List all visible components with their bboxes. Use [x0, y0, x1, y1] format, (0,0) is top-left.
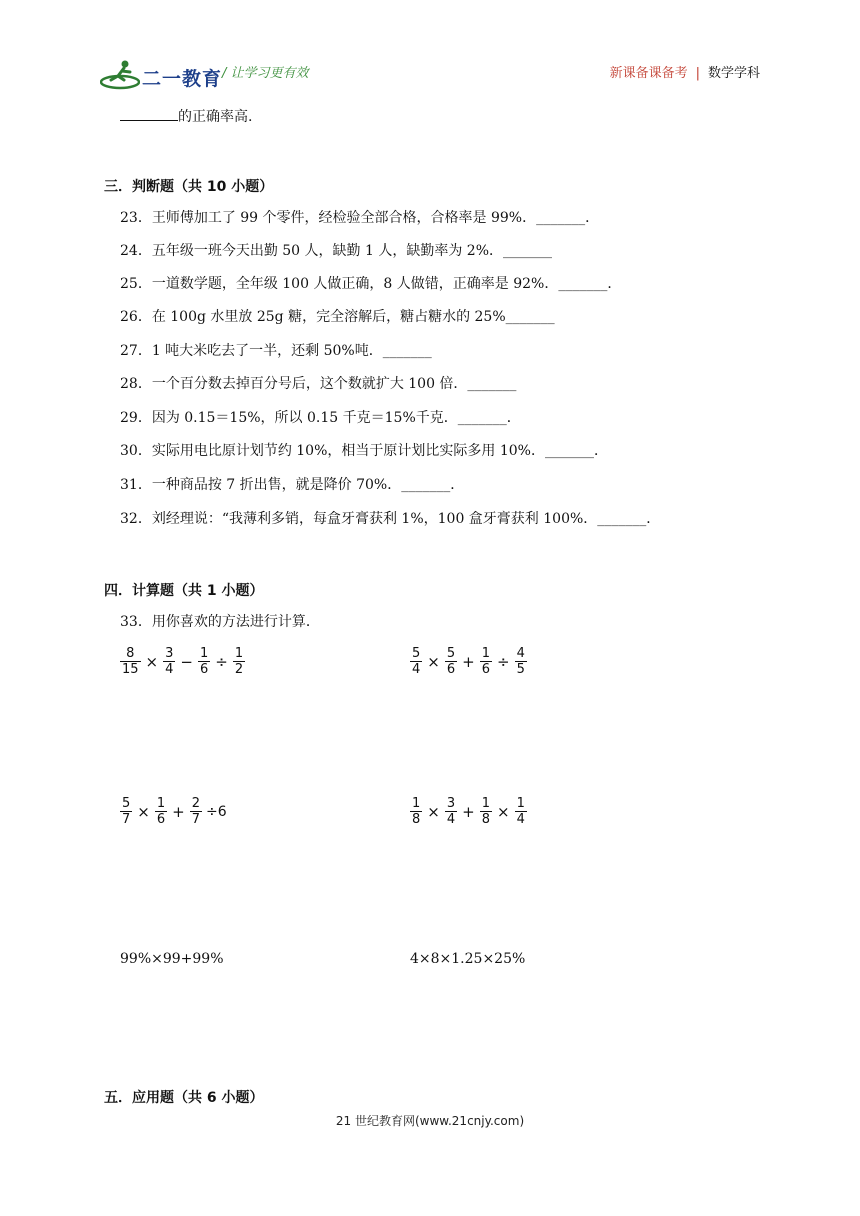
section-4-title: 四．计算题（共 1 小题） — [104, 583, 264, 599]
fraction: $\frac{4}{5}$ — [516, 646, 525, 677]
fraction: $\frac{3}{4}$ — [165, 646, 174, 677]
expression-2: $\frac{5}{4}$ × $\frac{5}{6}$ + $\frac{1}{6}$ ÷ $\frac{4}{5}$ — [412, 646, 525, 677]
fraction: $\frac{5}{6}$ — [446, 646, 456, 677]
top-fragment-line — [120, 108, 252, 126]
fraction: $\frac{2}{7}$ — [191, 796, 200, 827]
question-32: 32．刘经理说：“我薄利多销，每盒牙膏获利 1%，100 盒牙膏获利 100%．_______． — [120, 511, 661, 527]
question-31: 31．一种商品按 7 折出售，就是降价 70%．_______． — [120, 477, 465, 493]
fraction: $\frac{1}{6}$ — [481, 646, 490, 677]
question-23: 23．王师傅加工了 99 个零件，经检验全部合格，合格率是 99%．_______． — [120, 210, 600, 226]
question-33: 33．用你喜欢的方法进行计算． — [120, 614, 320, 630]
expression-6: 4×8×1.25×25% — [410, 951, 526, 967]
fraction: $\frac{1}{8}$ — [481, 796, 490, 827]
header-separator: | — [695, 66, 700, 81]
fraction: $\frac{1}{4}$ — [516, 796, 525, 827]
answer-blank — [120, 108, 178, 121]
section-5-title: 五．应用题（共 6 小题） — [104, 1090, 264, 1106]
fraction: $\frac{5}{7}$ — [122, 796, 131, 827]
expression-4: $\frac{1}{8}$ × $\frac{3}{4}$ + $\frac{1}{8}$ × $\frac{1}{4}$ — [412, 796, 525, 827]
runner-logo-icon — [100, 58, 140, 92]
expression-3: $\frac{5}{7}$ × $\frac{1}{6}$ + $\frac{2}{7}$ ÷6 — [122, 796, 227, 827]
header-right-b: 数学学科 — [707, 66, 760, 81]
question-29: 29．因为 0.15＝15%，所以 0.15 千克＝15%千克．_______． — [120, 410, 521, 426]
fraction: $\frac{1}{2}$ — [234, 646, 244, 677]
header-subject — [610, 62, 760, 81]
fraction: $\frac{3}{4}$ — [446, 796, 456, 827]
fraction: $\frac{5}{4}$ — [412, 646, 421, 677]
question-27: 27．1 吨大米吃去了一半，还剩 50%吨．_______ — [120, 343, 432, 359]
logo-text: 二一教育 — [142, 68, 223, 90]
question-24: 24．五年级一班今天出勤 50 人，缺勤 1 人，缺勤率为 2%．_______ — [120, 243, 552, 259]
section-3-title: 三．判断题（共 10 小题） — [104, 179, 274, 195]
fraction: $\frac{1}{6}$ — [156, 796, 166, 827]
top-fragment: 的正确率高. — [178, 109, 253, 125]
question-25: 25．一道数学题，全年级 100 人做正确，8 人做错，正确率是 92%．_______． — [120, 276, 622, 292]
expression-1: $\frac{8}{15}$ × $\frac{3}{4}$ − $\frac{1}{6}$ ÷ $\frac{1}{2}$ — [122, 646, 244, 677]
header-right-a: 新课备课备考 — [609, 66, 688, 81]
page-header — [100, 58, 760, 92]
page-footer: 21 世纪教育网(www.21cnjy.com) — [335, 1114, 525, 1128]
fraction: $\frac{1}{8}$ — [412, 796, 421, 827]
expression-5: 99%×99+99% — [120, 951, 224, 967]
fraction: $\frac{8}{15}$ — [122, 646, 139, 677]
question-30: 30．实际用电比原计划节约 10%，相当于原计划比实际多用 10%．_______． — [120, 443, 608, 459]
fraction: $\frac{1}{6}$ — [199, 646, 209, 677]
header-slogan: / 让学习更有效 — [222, 66, 309, 81]
question-28: 28．一个百分数去掉百分号后，这个数就扩大 100 倍．_______ — [120, 376, 517, 392]
question-26: 26．在 100g 水里放 25g 糖，完全溶解后，糖占糖水的 25%_______ — [120, 309, 555, 325]
